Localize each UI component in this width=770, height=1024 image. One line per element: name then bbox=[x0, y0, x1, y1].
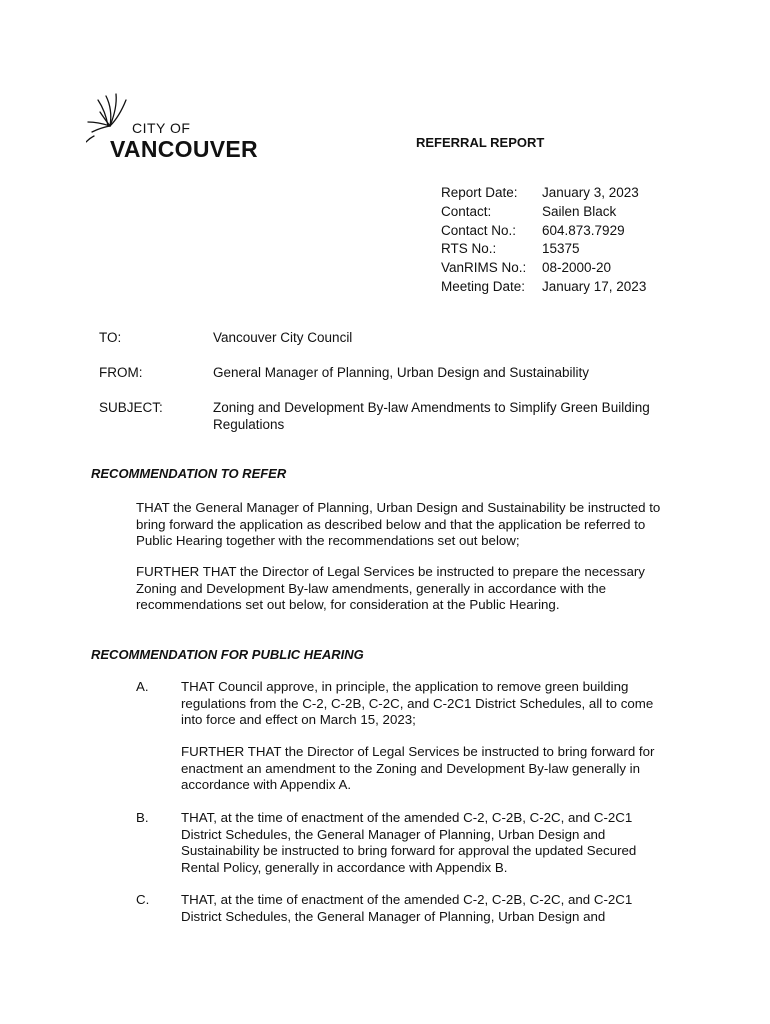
recommendation-c-text: THAT, at the time of enactment of the amended C-2, C-2B, C-2C, and C-2C1 District Schedules, the General Manager of Planning, Urban Design and bbox=[181, 892, 633, 924]
report-title: REFERRAL REPORT bbox=[416, 135, 545, 150]
meta-row-meeting-date bbox=[441, 278, 646, 297]
meta-row-contact-no bbox=[441, 222, 646, 241]
recommendation-b-text: THAT, at the time of enactment of the amended C-2, C-2B, C-2C, and C-2C1 District Schedules, the General Manager of Planning, Urban Design and Sustainability be instructed to bring forward for approval the updated Secured Rental Policy, generally in accordance with Appendix B. bbox=[181, 810, 637, 876]
from-label: FROM: bbox=[99, 365, 143, 380]
to-row bbox=[99, 329, 699, 346]
subject-value: Zoning and Development By-law Amendments to Simplify Green Building Regulations bbox=[213, 400, 650, 432]
from-value: General Manager of Planning, Urban Design and Sustainability bbox=[213, 365, 589, 380]
report-metadata bbox=[441, 184, 646, 297]
to-label: TO: bbox=[99, 330, 122, 345]
list-letter-b: B. bbox=[136, 810, 149, 825]
list-letter-a: A. bbox=[136, 679, 149, 694]
section-heading-refer: RECOMMENDATION TO REFER bbox=[91, 466, 287, 481]
logo-vancouver-text: VANCOUVER bbox=[110, 136, 258, 162]
meta-row-rts-no bbox=[441, 240, 646, 259]
recommendation-a-text: THAT Council approve, in principle, the application to remove green building regulations from the C-2, C-2B, C-2C, and C-2C1 District Schedules, all to come into force and effect on March 15, 2023; bbox=[181, 679, 654, 728]
paragraph-refer-2: FURTHER THAT the Director of Legal Services be instructed to prepare the necessary Zoning and Development By-law amendments, generally in accordance with the recommendations set out below, for consideration at the Public Hearing. bbox=[136, 564, 645, 613]
paragraph-refer-1: THAT the General Manager of Planning, Urban Design and Sustainability be instructed to bring forward the application as described below and that the application be referred to Public Hearing together with the recommendations set out below; bbox=[136, 500, 661, 549]
subject-label: SUBJECT: bbox=[99, 400, 163, 415]
meta-row-contact bbox=[441, 203, 646, 222]
recommendation-a-further: FURTHER THAT the Director of Legal Services be instructed to bring forward for enactment an amendment to the Zoning and Development By-law generally in accordance with Appendix A. bbox=[181, 744, 655, 793]
meta-value: Sailen Black bbox=[542, 203, 617, 219]
subject-row bbox=[99, 399, 699, 433]
meta-value: January 17, 2023 bbox=[542, 278, 647, 294]
to-value: Vancouver City Council bbox=[213, 330, 353, 345]
meta-label: Contact No.: bbox=[441, 222, 517, 238]
list-letter-c: C. bbox=[136, 892, 150, 907]
meta-row-report-date bbox=[441, 184, 646, 203]
meta-value: 08-2000-20 bbox=[542, 260, 612, 276]
from-row bbox=[99, 364, 699, 381]
meta-label: VanRIMS No.: bbox=[441, 260, 527, 276]
meta-value: January 3, 2023 bbox=[542, 185, 639, 200]
logo-city-of-text: CITY OF bbox=[132, 120, 191, 136]
meta-label: Contact: bbox=[441, 203, 492, 219]
meta-row-vanrims-no bbox=[441, 259, 646, 278]
meta-label: RTS No.: bbox=[441, 241, 497, 257]
section-heading-public-hearing: RECOMMENDATION FOR PUBLIC HEARING bbox=[91, 647, 364, 662]
meta-value: 15375 bbox=[542, 241, 580, 257]
meta-label: Report Date: bbox=[441, 185, 518, 200]
city-logo bbox=[86, 92, 266, 164]
meta-label: Meeting Date: bbox=[441, 278, 526, 294]
meta-value: 604.873.7929 bbox=[542, 222, 625, 238]
